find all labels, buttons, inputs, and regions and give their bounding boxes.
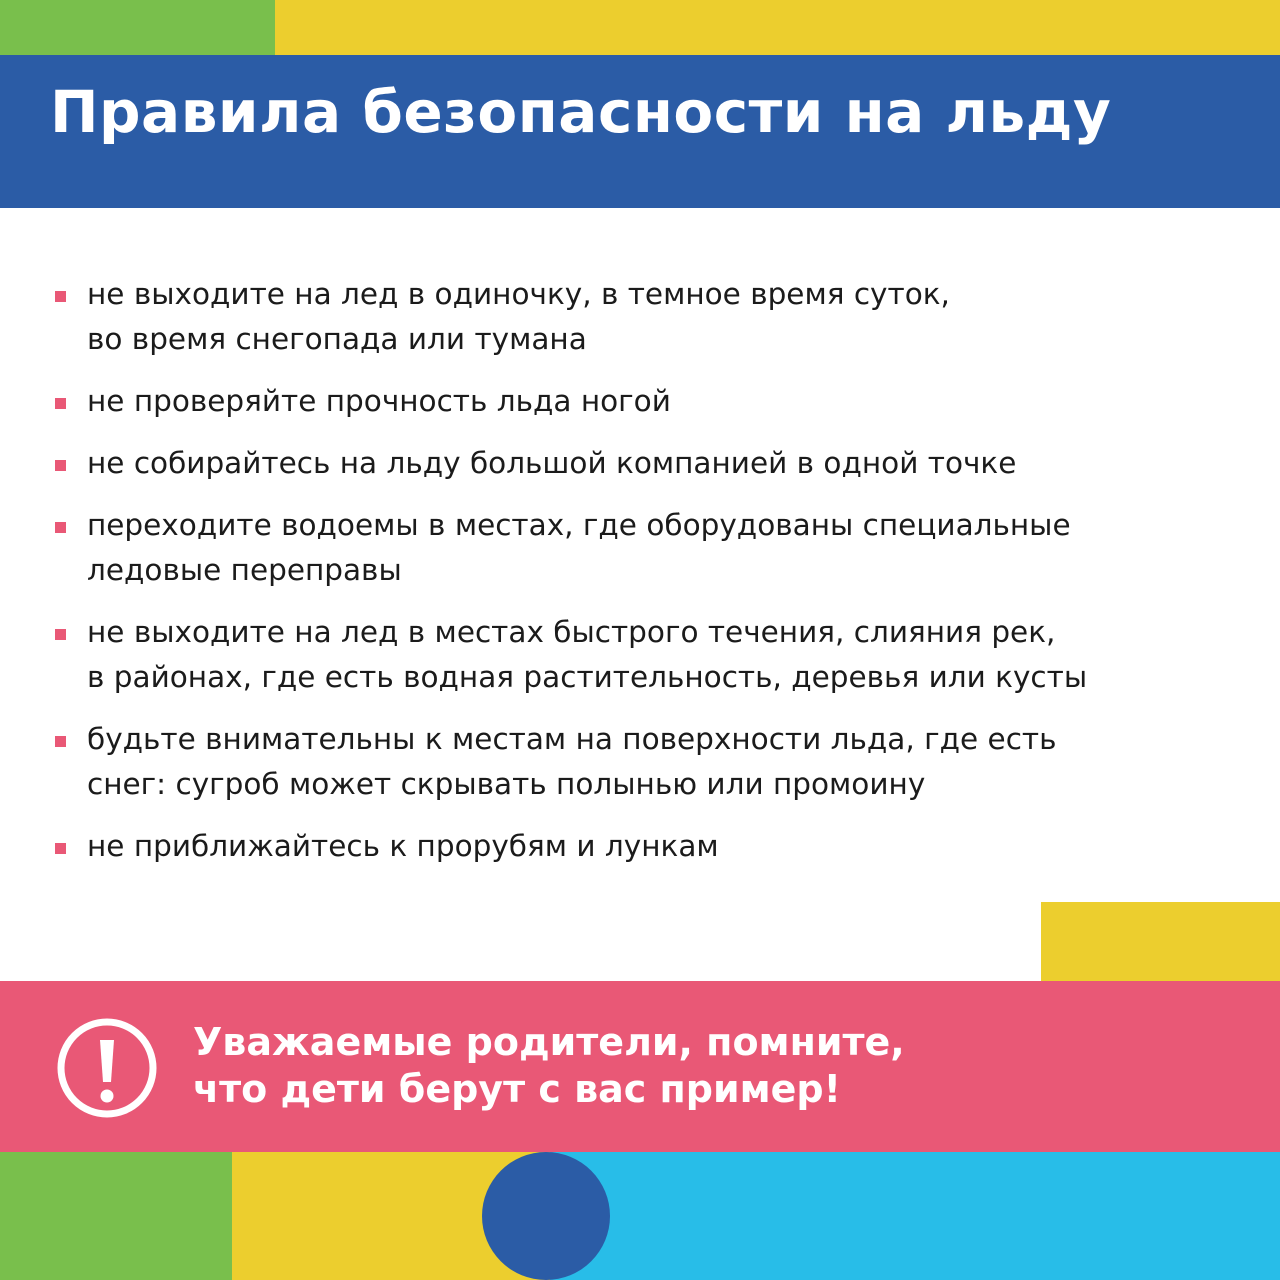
rule-text: не выходите на лед в одиночку, в темное время суток, во время снегопада или тумана — [87, 277, 950, 356]
bottom-green-block — [0, 1152, 232, 1280]
bullet-icon — [55, 736, 66, 747]
list-item — [55, 717, 1235, 807]
rule-text: не выходите на лед в местах быстрого течения, слияния рек, в районах, где есть водная растительность, деревья или кусты — [87, 615, 1088, 694]
bullet-icon — [55, 522, 66, 533]
bullet-icon — [55, 629, 66, 640]
list-item — [55, 272, 1235, 362]
list-item — [55, 610, 1235, 700]
rule-text: не собирайтесь на льду большой компанией в одной точке — [87, 446, 1017, 480]
safety-rules-list — [55, 272, 1235, 886]
page-title: Правила безопасности на льду — [50, 78, 1112, 146]
list-item — [55, 824, 1235, 869]
bullet-icon — [55, 460, 66, 471]
rule-text: не проверяйте прочность льда ногой — [87, 384, 671, 418]
decorative-yellow-block — [1041, 902, 1280, 982]
rule-text: будьте внимательны к местам на поверхности льда, где есть снег: сугроб может скрывать полынью или промоину — [87, 722, 1057, 801]
exclamation-circle-icon — [56, 1017, 158, 1119]
bottom-cyan-block — [550, 1152, 1280, 1280]
rule-text: переходите водоемы в местах, где оборудованы специальные ледовые переправы — [87, 508, 1071, 587]
list-item — [55, 379, 1235, 424]
parents-message: Уважаемые родители, помните, что дети берут с вас пример! — [193, 1020, 905, 1111]
bullet-icon — [55, 843, 66, 854]
bullet-icon — [55, 291, 66, 302]
list-item — [55, 503, 1235, 593]
top-green-stripe — [0, 0, 275, 55]
top-yellow-stripe — [275, 0, 1280, 55]
rule-text: не приближайтесь к прорубям и лункам — [87, 829, 719, 863]
list-item — [55, 441, 1235, 486]
decorative-blue-circle — [482, 1152, 610, 1280]
bullet-icon — [55, 398, 66, 409]
